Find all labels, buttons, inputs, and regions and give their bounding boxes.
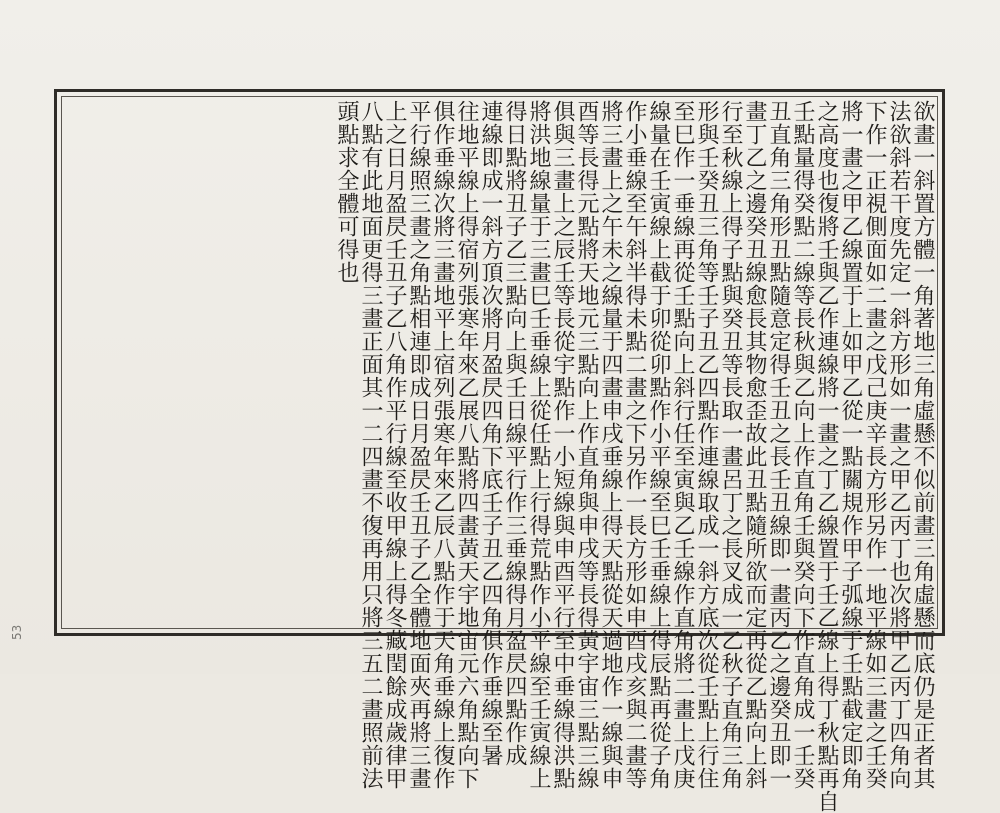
text-column: 八點有此地面更得三畫正面其一二四畫不復再用只將三五二畫照前法: [358, 100, 383, 790]
text-column: 將三畫上之午未之線量于四畫申戌垂線上得天點從天過地作一線與申: [598, 100, 623, 790]
text-column: 至巳作一垂線再從壬點向上斜行任至寅與乙壬線作直角將二畫上戊庚: [670, 100, 695, 790]
text-column: 作小垂線至午斜半得未點二畫之下另作一長方形如申酉戌亥與二畫等: [622, 100, 647, 790]
text-column: 酉等長得元點將天地元三點向上作直角與申戌等長得黃宇宙三點三線: [574, 100, 599, 790]
vertical-text-block: [334, 100, 935, 813]
text-column: 將洪地線量于三畫巳壬垂線上從任點上行得荒點作小平線至壬寅線上: [526, 100, 551, 790]
text-column: 畫丁乙之邊癸丑線愈長其物愈歪故此丑點隨所欲而定再從乙點向上斜: [742, 100, 767, 790]
text-column: 行至秋線上得子點與癸丑等長取一畫呂丁之長叉成一乙秋子直角三角: [718, 100, 743, 790]
text-column: 頭點求全體可得也: [334, 100, 359, 284]
text-column: 欲畫一斜置方體一角著地三角虛懸不似前畫三角虛懸而底仍是正者其: [910, 100, 935, 790]
text-column: 下作一正視側面如二畫之戊己庚辛長方形另作一地平線如三畫之壬癸: [862, 100, 887, 790]
text-column: 平行線照三畫之角點相連即成日月盈昃壬丑子乙全體地面夾再將三畫: [406, 100, 431, 790]
text-column: 線量在壬寅線上截于卯從卯點作小平線至巳壬垂線上得辰點再從子角: [646, 100, 671, 790]
text-column: 壬點量得癸點二線等長秋與乙向上作直角壬與癸向下作直角成一壬癸: [790, 100, 815, 790]
text-column: 法欲斜若干度先定一斜方形如一畫之甲乙丙丁也次將甲乙丙丁四角向: [886, 100, 911, 790]
text-frame: [54, 89, 945, 813]
text-column: 連線即成一斜方頂次將月盈昃四角下底壬子丑乙四角俱作垂線至暑: [478, 100, 503, 767]
text-column: 俱與三畫上之辰壬等長從宇點作一小短線與申酉平行至中垂線得洪點: [550, 100, 575, 790]
text-column: 往地平線上得宿列張寒年來乙展八點將四畫黃天宇地宙元六角點向下: [454, 100, 479, 790]
text-column: 得日點將丑子乙三點向上與壬日線平行作三垂線得月盈昃四點作成: [502, 100, 527, 767]
text-column: 俱作垂線次將三畫地平上宿列張寒年來乙辰八點作于天角垂線上復作: [430, 100, 455, 790]
text-column: 形與壬癸丑三角等壬子丑乙四點作連線取成一斜方底次從壬點上行住: [694, 100, 719, 790]
text-column: 將一畫之甲乙線置于上如甲乙從一點關規作甲子弧線于壬點截定即角: [838, 100, 863, 790]
page-number: 53: [10, 624, 24, 640]
text-column: 之高度也復將壬與乙作連線將一畫之丁乙線置于壬乙線上得丁秋點再自: [814, 100, 839, 813]
text-column: 上之日月盈昃壬丑子乙八角作平行線至收甲線上得冬藏閏餘成歲律甲: [382, 100, 407, 790]
text-column: 丑直角三角形丑點隨意定得壬丑之長壬丑線即一畫丙乙之邊癸丑即一: [766, 100, 791, 790]
